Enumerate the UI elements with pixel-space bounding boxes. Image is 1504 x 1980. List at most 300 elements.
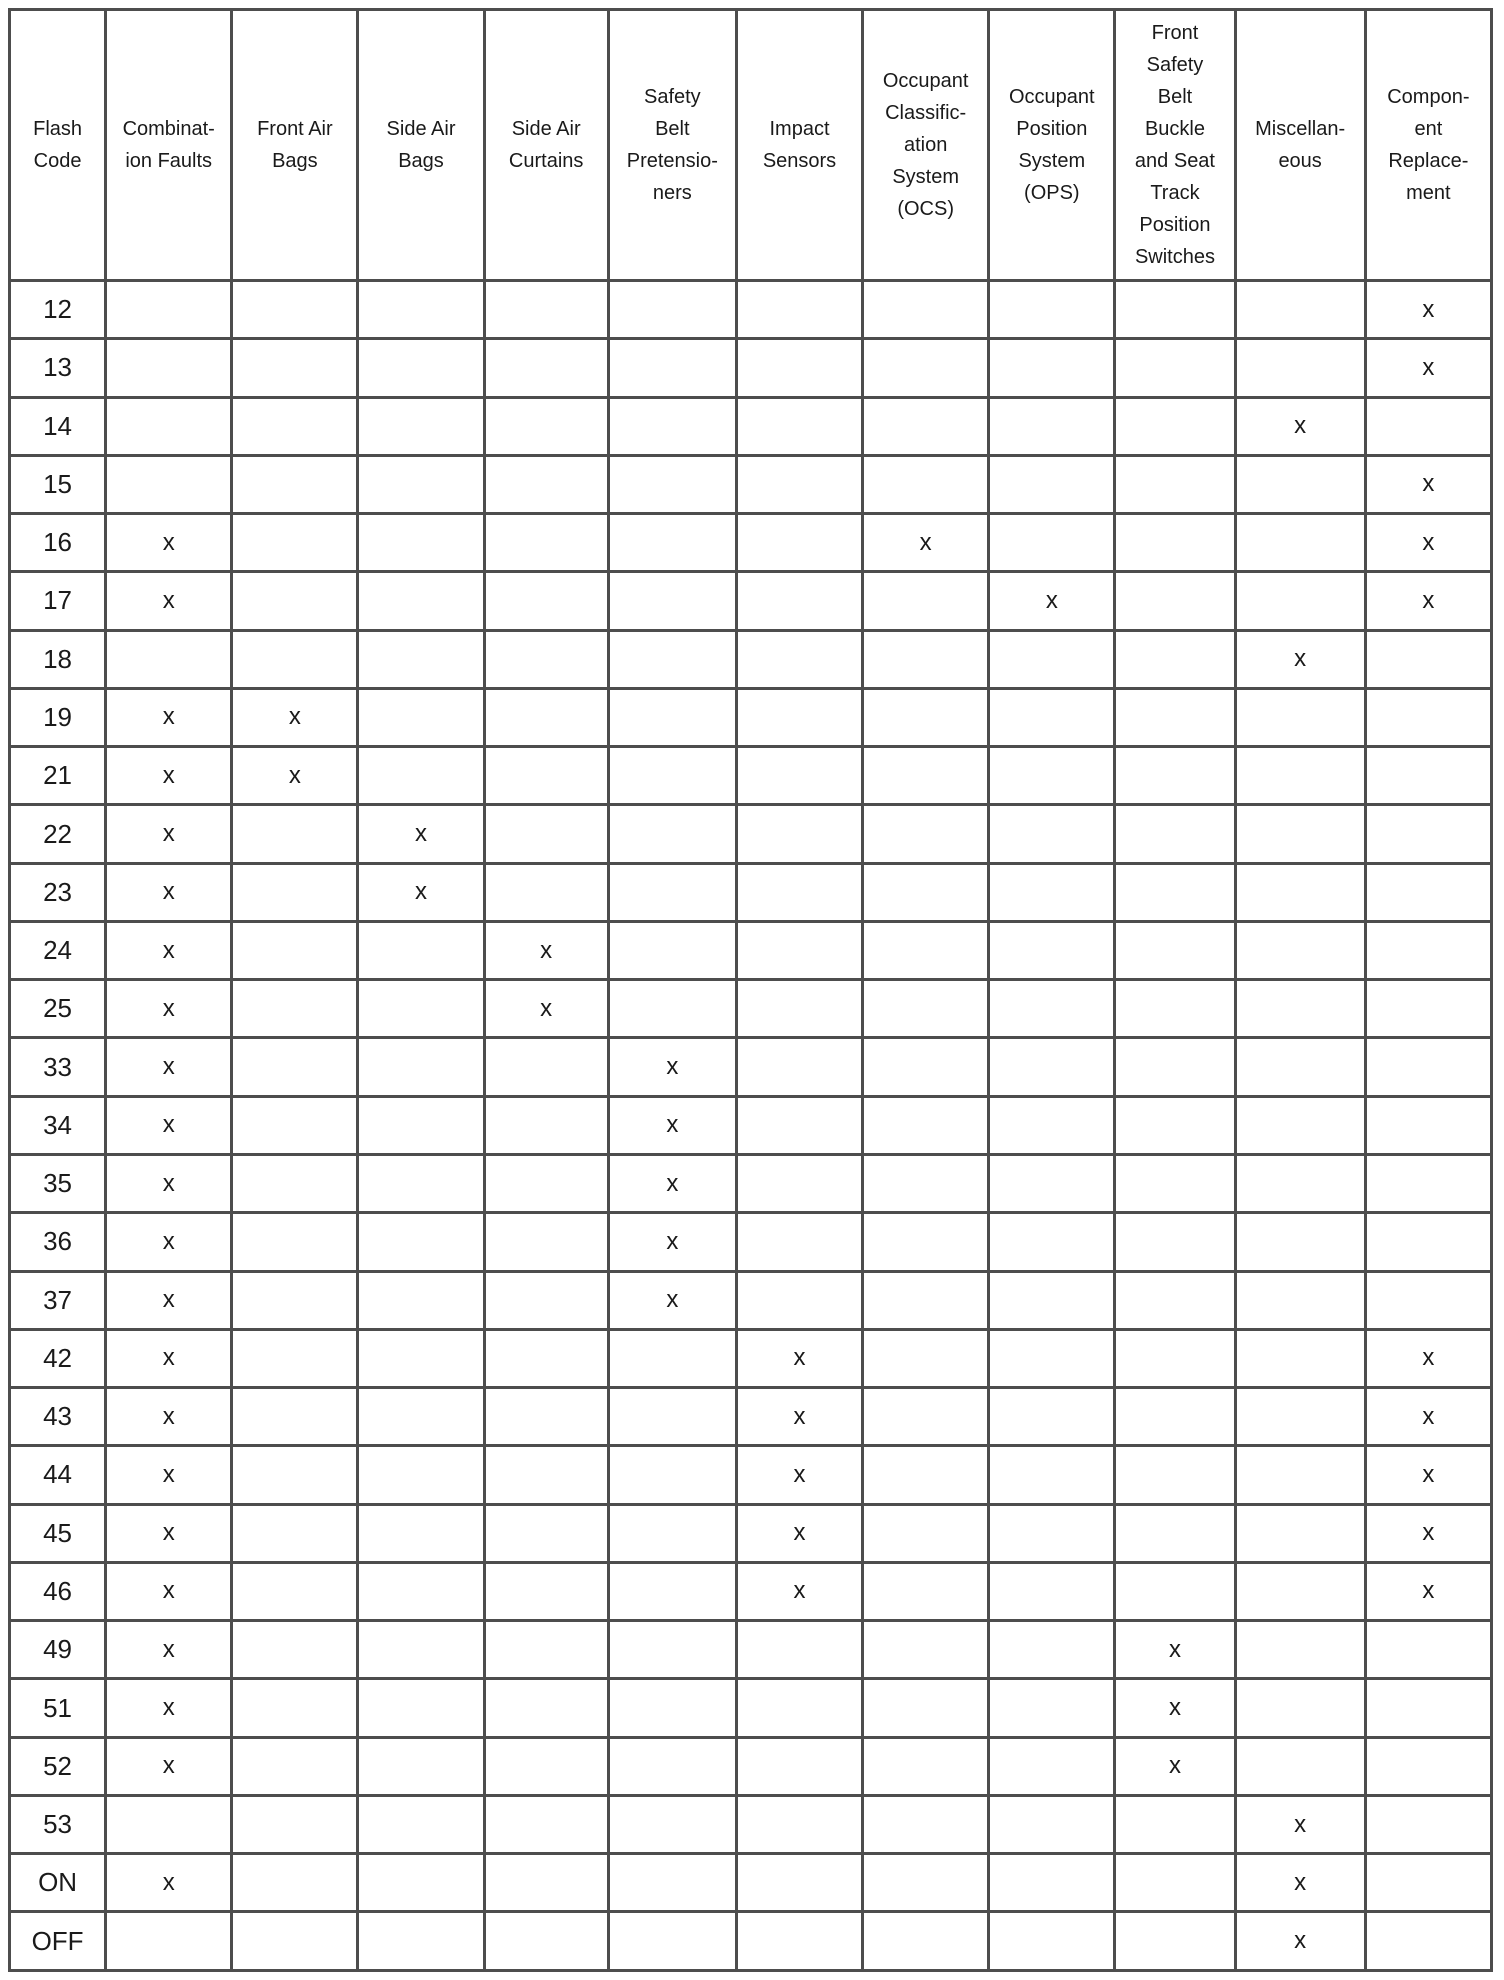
mark-cell-x: x <box>1235 1795 1365 1853</box>
empty-cell <box>358 1737 484 1795</box>
flash-code-cell: 45 <box>10 1504 106 1562</box>
empty-cell <box>608 1329 736 1387</box>
empty-cell <box>989 1388 1115 1446</box>
mark-cell-x: x <box>608 1038 736 1096</box>
empty-cell <box>1115 1271 1235 1329</box>
empty-cell <box>484 1737 608 1795</box>
empty-cell <box>736 1621 862 1679</box>
empty-cell <box>1115 1096 1235 1154</box>
empty-cell <box>736 514 862 572</box>
empty-cell <box>736 397 862 455</box>
column-header <box>232 10 358 281</box>
empty-cell <box>1115 1912 1235 1971</box>
empty-cell <box>736 572 862 630</box>
mark-cell-x: x <box>1365 1329 1491 1387</box>
empty-cell <box>1235 1038 1365 1096</box>
column-header-line: Side Air <box>511 118 581 140</box>
empty-cell <box>736 805 862 863</box>
empty-cell <box>358 572 484 630</box>
column-header-line: Occupant <box>1009 86 1095 108</box>
empty-cell <box>863 688 989 746</box>
empty-cell <box>608 1446 736 1504</box>
flash-code-cell: 15 <box>10 455 106 513</box>
empty-cell <box>989 921 1115 979</box>
empty-cell <box>989 1795 1115 1853</box>
column-header-line: Pretensio- <box>626 150 718 172</box>
mark-cell-x: x <box>106 1038 232 1096</box>
empty-cell <box>358 630 484 688</box>
empty-cell <box>232 455 358 513</box>
mark-cell-x: x <box>106 1504 232 1562</box>
empty-cell <box>1115 747 1235 805</box>
empty-cell <box>1365 747 1491 805</box>
empty-cell <box>232 1271 358 1329</box>
column-header <box>1115 10 1235 281</box>
empty-cell <box>1115 1795 1235 1853</box>
column-header-line: Code <box>33 150 82 172</box>
empty-cell <box>863 1621 989 1679</box>
empty-cell <box>1115 281 1235 339</box>
empty-cell <box>863 630 989 688</box>
empty-cell <box>1115 1388 1235 1446</box>
mark-cell-x: x <box>1365 1388 1491 1446</box>
empty-cell <box>736 1213 862 1271</box>
empty-cell <box>484 281 608 339</box>
column-header <box>863 10 989 281</box>
empty-cell <box>608 1912 736 1971</box>
empty-cell <box>484 863 608 921</box>
column-header <box>1235 10 1365 281</box>
empty-cell <box>863 1562 989 1620</box>
empty-cell <box>1235 1154 1365 1212</box>
empty-cell <box>1235 1213 1365 1271</box>
empty-cell <box>484 1271 608 1329</box>
flash-code-cell: 51 <box>10 1679 106 1737</box>
empty-cell <box>358 1388 484 1446</box>
empty-cell <box>863 1446 989 1504</box>
empty-cell <box>1115 980 1235 1038</box>
empty-cell <box>863 1679 989 1737</box>
empty-cell <box>232 1504 358 1562</box>
column-header <box>989 10 1115 281</box>
empty-cell <box>736 455 862 513</box>
mark-cell-x: x <box>608 1213 736 1271</box>
empty-cell <box>1235 921 1365 979</box>
column-header-line: Buckle <box>1144 118 1205 140</box>
empty-cell <box>863 747 989 805</box>
empty-cell <box>736 1737 862 1795</box>
empty-cell <box>736 688 862 746</box>
column-header-line: Combinat- <box>122 118 215 140</box>
column-header-line: Impact <box>769 118 830 140</box>
empty-cell <box>1115 805 1235 863</box>
empty-cell <box>1115 339 1235 397</box>
empty-cell <box>736 1854 862 1912</box>
empty-cell <box>608 1795 736 1853</box>
column-header-line: ners <box>652 182 692 204</box>
empty-cell <box>1235 747 1365 805</box>
empty-cell <box>358 1912 484 1971</box>
table-row <box>10 1388 1492 1446</box>
empty-cell <box>358 1562 484 1620</box>
empty-cell <box>989 1038 1115 1096</box>
empty-cell <box>232 805 358 863</box>
flash-code-cell: 53 <box>10 1795 106 1853</box>
mark-cell-x: x <box>1235 630 1365 688</box>
empty-cell <box>1115 921 1235 979</box>
mark-cell-x: x <box>106 1213 232 1271</box>
table-row <box>10 1271 1492 1329</box>
empty-cell <box>1365 1154 1491 1212</box>
empty-cell <box>1235 1621 1365 1679</box>
flash-code-cell: 44 <box>10 1446 106 1504</box>
mark-cell-x: x <box>736 1504 862 1562</box>
empty-cell <box>358 747 484 805</box>
column-header-line: Safety <box>1146 54 1204 76</box>
flash-code-cell: 23 <box>10 863 106 921</box>
mark-cell-x: x <box>106 688 232 746</box>
mark-cell-x: x <box>106 1388 232 1446</box>
column-header-line: Classific- <box>885 102 967 124</box>
empty-cell <box>484 688 608 746</box>
empty-cell <box>863 863 989 921</box>
empty-cell <box>1235 1388 1365 1446</box>
table-row <box>10 1154 1492 1212</box>
flash-code-cell: 22 <box>10 805 106 863</box>
empty-cell <box>358 1504 484 1562</box>
table-row <box>10 397 1492 455</box>
empty-cell <box>358 1213 484 1271</box>
empty-cell <box>736 1679 862 1737</box>
empty-cell <box>106 339 232 397</box>
empty-cell <box>989 1621 1115 1679</box>
empty-cell <box>232 1562 358 1620</box>
empty-cell <box>989 980 1115 1038</box>
empty-cell <box>484 1562 608 1620</box>
flash-code-cell: 12 <box>10 281 106 339</box>
mark-cell-x: x <box>358 863 484 921</box>
empty-cell <box>484 1329 608 1387</box>
empty-cell <box>232 572 358 630</box>
empty-cell <box>989 1737 1115 1795</box>
column-header-line: Belt <box>1157 86 1193 108</box>
column-header-line: Front Air <box>257 118 333 140</box>
empty-cell <box>989 1329 1115 1387</box>
empty-cell <box>1365 863 1491 921</box>
empty-cell <box>1235 980 1365 1038</box>
empty-cell <box>358 514 484 572</box>
empty-cell <box>484 1912 608 1971</box>
empty-cell <box>1365 1795 1491 1853</box>
column-header-line: Belt <box>655 118 690 140</box>
flash-code-cell: 43 <box>10 1388 106 1446</box>
column-header-line: Curtains <box>508 150 584 172</box>
empty-cell <box>358 397 484 455</box>
flash-code-cell: 17 <box>10 572 106 630</box>
empty-cell <box>1235 1737 1365 1795</box>
flash-code-table-container <box>8 8 1493 1972</box>
column-header <box>736 10 862 281</box>
empty-cell <box>736 1096 862 1154</box>
empty-cell <box>1365 1912 1491 1971</box>
mark-cell-x: x <box>106 1329 232 1387</box>
table-row <box>10 1621 1492 1679</box>
mark-cell-x: x <box>106 980 232 1038</box>
empty-cell <box>1115 1504 1235 1562</box>
empty-cell <box>989 1154 1115 1212</box>
flash-code-cell: 21 <box>10 747 106 805</box>
empty-cell <box>1115 1329 1235 1387</box>
empty-cell <box>608 863 736 921</box>
table-row <box>10 455 1492 513</box>
empty-cell <box>232 339 358 397</box>
empty-cell <box>1365 805 1491 863</box>
empty-cell <box>232 1329 358 1387</box>
flash-code-cell: 33 <box>10 1038 106 1096</box>
table-row <box>10 805 1492 863</box>
empty-cell <box>863 397 989 455</box>
table-row <box>10 1329 1492 1387</box>
empty-cell <box>232 1621 358 1679</box>
table-row <box>10 1679 1492 1737</box>
mark-cell-x: x <box>608 1154 736 1212</box>
mark-cell-x: x <box>1235 397 1365 455</box>
empty-cell <box>484 630 608 688</box>
empty-cell <box>1115 1562 1235 1620</box>
empty-cell <box>1115 630 1235 688</box>
mark-cell-x: x <box>736 1446 862 1504</box>
empty-cell <box>989 1096 1115 1154</box>
empty-cell <box>736 747 862 805</box>
table-row <box>10 688 1492 746</box>
empty-cell <box>1365 1038 1491 1096</box>
mark-cell-x: x <box>989 572 1115 630</box>
empty-cell <box>989 1912 1115 1971</box>
empty-cell <box>232 1795 358 1853</box>
empty-cell <box>358 1621 484 1679</box>
column-header-line: ent <box>1414 118 1443 140</box>
empty-cell <box>484 1504 608 1562</box>
column-header-line: System <box>892 166 959 188</box>
empty-cell <box>484 1679 608 1737</box>
table-header <box>10 10 1492 281</box>
mark-cell-x: x <box>1365 1446 1491 1504</box>
table-row <box>10 1038 1492 1096</box>
empty-cell <box>736 863 862 921</box>
empty-cell <box>863 1504 989 1562</box>
empty-cell <box>863 1854 989 1912</box>
empty-cell <box>863 1737 989 1795</box>
table-row <box>10 747 1492 805</box>
table-row <box>10 339 1492 397</box>
empty-cell <box>232 1854 358 1912</box>
mark-cell-x: x <box>106 1271 232 1329</box>
empty-cell <box>1235 339 1365 397</box>
empty-cell <box>1365 1737 1491 1795</box>
flash-code-cell: 49 <box>10 1621 106 1679</box>
column-header <box>10 10 106 281</box>
empty-cell <box>863 1329 989 1387</box>
column-header-line: Bags <box>398 150 444 172</box>
empty-cell <box>736 281 862 339</box>
flash-code-cell: 42 <box>10 1329 106 1387</box>
header-row <box>10 10 1492 281</box>
column-header-line: ation <box>903 134 948 156</box>
empty-cell <box>106 1795 232 1853</box>
flash-code-cell: 35 <box>10 1154 106 1212</box>
empty-cell <box>989 747 1115 805</box>
empty-cell <box>358 1154 484 1212</box>
empty-cell <box>863 1912 989 1971</box>
mark-cell-x: x <box>106 1854 232 1912</box>
column-header <box>106 10 232 281</box>
mark-cell-x: x <box>608 1271 736 1329</box>
empty-cell <box>608 1562 736 1620</box>
column-header-line: ment <box>1406 182 1451 204</box>
column-header-line: Safety <box>643 86 701 108</box>
empty-cell <box>358 921 484 979</box>
column-header-line: Switches <box>1134 246 1215 268</box>
empty-cell <box>358 1795 484 1853</box>
empty-cell <box>106 397 232 455</box>
empty-cell <box>232 1096 358 1154</box>
empty-cell <box>484 805 608 863</box>
empty-cell <box>608 747 736 805</box>
empty-cell <box>608 1679 736 1737</box>
mark-cell-x: x <box>736 1388 862 1446</box>
empty-cell <box>1365 688 1491 746</box>
empty-cell <box>484 1446 608 1504</box>
empty-cell <box>989 1854 1115 1912</box>
empty-cell <box>484 1854 608 1912</box>
empty-cell <box>358 339 484 397</box>
empty-cell <box>232 921 358 979</box>
empty-cell <box>1115 572 1235 630</box>
flash-code-cell: 37 <box>10 1271 106 1329</box>
mark-cell-x: x <box>736 1562 862 1620</box>
empty-cell <box>484 1038 608 1096</box>
empty-cell <box>232 514 358 572</box>
empty-cell <box>1235 455 1365 513</box>
empty-cell <box>863 1271 989 1329</box>
column-header-line: Flash <box>33 118 83 140</box>
flash-code-cell: 36 <box>10 1213 106 1271</box>
empty-cell <box>989 1213 1115 1271</box>
mark-cell-x: x <box>1365 514 1491 572</box>
flash-code-cell: 18 <box>10 630 106 688</box>
empty-cell <box>484 1213 608 1271</box>
empty-cell <box>1235 1504 1365 1562</box>
empty-cell <box>358 1854 484 1912</box>
column-header-line: (OPS) <box>1024 182 1080 204</box>
flash-code-cell: 19 <box>10 688 106 746</box>
column-header-line: Front <box>1151 22 1199 44</box>
column-header <box>484 10 608 281</box>
table-row <box>10 1562 1492 1620</box>
mark-cell-x: x <box>358 805 484 863</box>
flash-code-cell: 25 <box>10 980 106 1038</box>
table-row <box>10 572 1492 630</box>
mark-cell-x: x <box>484 980 608 1038</box>
mark-cell-x: x <box>106 1737 232 1795</box>
mark-cell-x: x <box>736 1329 862 1387</box>
empty-cell <box>863 1154 989 1212</box>
empty-cell <box>358 1446 484 1504</box>
empty-cell <box>1365 1096 1491 1154</box>
mark-cell-x: x <box>1365 1562 1491 1620</box>
empty-cell <box>863 1795 989 1853</box>
empty-cell <box>232 1446 358 1504</box>
mark-cell-x: x <box>1365 572 1491 630</box>
table-row <box>10 921 1492 979</box>
empty-cell <box>863 339 989 397</box>
table-row <box>10 1096 1492 1154</box>
table-row <box>10 1737 1492 1795</box>
empty-cell <box>1115 1154 1235 1212</box>
empty-cell <box>608 572 736 630</box>
empty-cell <box>484 1154 608 1212</box>
table-body <box>10 281 1492 1971</box>
mark-cell-x: x <box>106 1621 232 1679</box>
empty-cell <box>608 281 736 339</box>
empty-cell <box>106 455 232 513</box>
empty-cell <box>1235 863 1365 921</box>
empty-cell <box>232 1679 358 1737</box>
empty-cell <box>484 339 608 397</box>
empty-cell <box>484 572 608 630</box>
empty-cell <box>863 805 989 863</box>
table-row <box>10 281 1492 339</box>
table-row <box>10 1795 1492 1853</box>
empty-cell <box>232 630 358 688</box>
mark-cell-x: x <box>106 1446 232 1504</box>
empty-cell <box>608 514 736 572</box>
empty-cell <box>358 1271 484 1329</box>
empty-cell <box>1365 1271 1491 1329</box>
mark-cell-x: x <box>1365 339 1491 397</box>
empty-cell <box>608 1388 736 1446</box>
mark-cell-x: x <box>1365 281 1491 339</box>
empty-cell <box>484 455 608 513</box>
empty-cell <box>1115 1854 1235 1912</box>
empty-cell <box>1235 514 1365 572</box>
empty-cell <box>736 630 862 688</box>
empty-cell <box>736 1154 862 1212</box>
flash-code-cell: 52 <box>10 1737 106 1795</box>
empty-cell <box>736 1271 862 1329</box>
empty-cell <box>989 1504 1115 1562</box>
empty-cell <box>1235 1096 1365 1154</box>
empty-cell <box>1365 1621 1491 1679</box>
empty-cell <box>989 397 1115 455</box>
empty-cell <box>863 1096 989 1154</box>
empty-cell <box>358 688 484 746</box>
table-row <box>10 1213 1492 1271</box>
empty-cell <box>1115 863 1235 921</box>
empty-cell <box>484 1096 608 1154</box>
empty-cell <box>358 1038 484 1096</box>
mark-cell-x: x <box>1235 1854 1365 1912</box>
empty-cell <box>232 1737 358 1795</box>
empty-cell <box>1235 1679 1365 1737</box>
mark-cell-x: x <box>1115 1621 1235 1679</box>
mark-cell-x: x <box>106 1096 232 1154</box>
column-header-line: Position <box>1139 214 1211 236</box>
mark-cell-x: x <box>106 1154 232 1212</box>
empty-cell <box>232 281 358 339</box>
empty-cell <box>484 397 608 455</box>
empty-cell <box>608 688 736 746</box>
